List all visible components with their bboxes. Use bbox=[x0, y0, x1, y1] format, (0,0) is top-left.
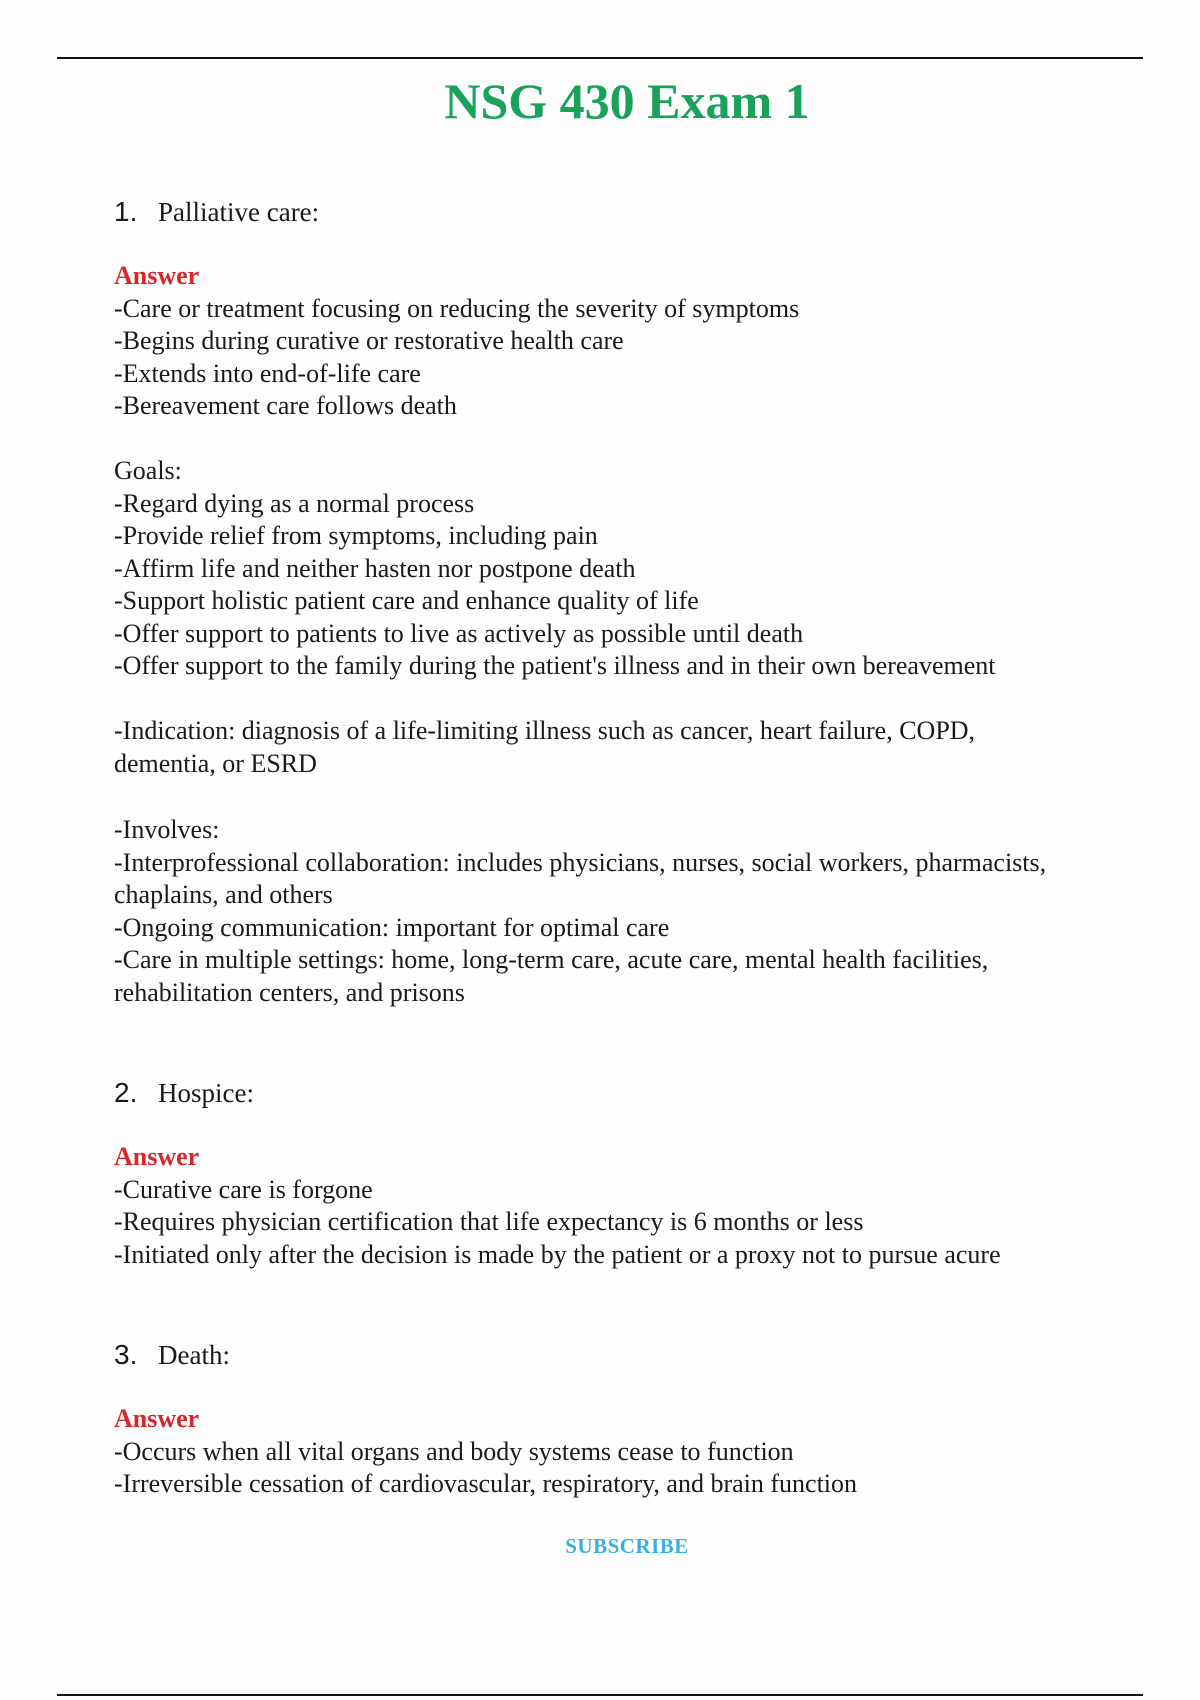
answer-line: -Ongoing communication: important for optimal care bbox=[114, 912, 670, 942]
answer-line: -Bereavement care follows death bbox=[114, 391, 457, 420]
question-1 bbox=[114, 196, 1154, 1009]
answer-line: Goals: bbox=[114, 456, 182, 485]
question-prompt: Palliative care: bbox=[158, 197, 320, 227]
bottom-divider bbox=[57, 1694, 1143, 1696]
answer-body bbox=[114, 1174, 1154, 1272]
answer-line: -Interprofessional collaboration: includes physicians, nurses, social workers, pharmacists, bbox=[114, 847, 1047, 877]
document-body bbox=[114, 196, 1154, 1501]
answer-line: -Care in multiple settings: home, long-term care, acute care, mental health facilities, bbox=[114, 945, 989, 974]
answer-line: -Begins during curative or restorative health care bbox=[114, 326, 624, 355]
answer-label: Answer bbox=[114, 261, 200, 290]
question-heading bbox=[114, 196, 1154, 236]
answer-line: -Care or treatment focusing on reducing the severity of symptoms bbox=[114, 293, 800, 323]
answer-label: Answer bbox=[114, 1404, 200, 1433]
answer-line: -Support holistic patient care and enhance quality of life bbox=[114, 586, 699, 615]
question-heading bbox=[114, 1339, 1154, 1379]
question-prompt: Hospice: bbox=[158, 1078, 254, 1108]
answer-label: Answer bbox=[114, 1142, 200, 1171]
answer-line: dementia, or ESRD bbox=[114, 748, 317, 778]
answer-line: -Occurs when all vital organs and body systems cease to function bbox=[114, 1436, 794, 1466]
answer-line: -Initiated only after the decision is made by the patient or a proxy not to pursue acure bbox=[114, 1239, 1001, 1269]
answer-line: -Involves: bbox=[114, 815, 220, 844]
answer-line: -Provide relief from symptoms, including pain bbox=[114, 521, 598, 550]
answer-line: -Curative care is forgone bbox=[114, 1174, 373, 1204]
question-number: 2. bbox=[114, 1077, 138, 1108]
answer-line: chaplains, and others bbox=[114, 880, 333, 909]
answer-line: -Irreversible cessation of cardiovascular, respiratory, and brain function bbox=[114, 1469, 858, 1498]
answer-line: -Regard dying as a normal process bbox=[114, 488, 475, 518]
answer-line: -Affirm life and neither hasten nor postpone death bbox=[114, 553, 636, 583]
question-3 bbox=[114, 1339, 1154, 1501]
answer-line: -Offer support to the family during the patient's illness and in their own bereavement bbox=[114, 651, 996, 680]
answer-body bbox=[114, 293, 1154, 1010]
document-title: NSG 430 Exam 1 bbox=[444, 73, 810, 129]
question-number: 1. bbox=[114, 196, 138, 227]
answer-line: -Extends into end-of-life care bbox=[114, 358, 421, 388]
answer-line: -Indication: diagnosis of a life-limiting illness such as cancer, heart failure, COPD, bbox=[114, 716, 976, 745]
answer-line: -Requires physician certification that life expectancy is 6 months or less bbox=[114, 1207, 864, 1236]
answer-body bbox=[114, 1436, 1154, 1501]
answer-line: -Offer support to patients to live as actively as possible until death bbox=[114, 618, 804, 648]
subscribe-link[interactable]: SUBSCRIBE bbox=[565, 1534, 689, 1558]
question-2 bbox=[114, 1077, 1154, 1271]
top-divider bbox=[57, 57, 1143, 59]
question-prompt: Death: bbox=[158, 1340, 230, 1370]
question-number: 3. bbox=[114, 1339, 138, 1370]
answer-line: rehabilitation centers, and prisons bbox=[114, 977, 465, 1007]
question-heading bbox=[114, 1077, 1154, 1117]
